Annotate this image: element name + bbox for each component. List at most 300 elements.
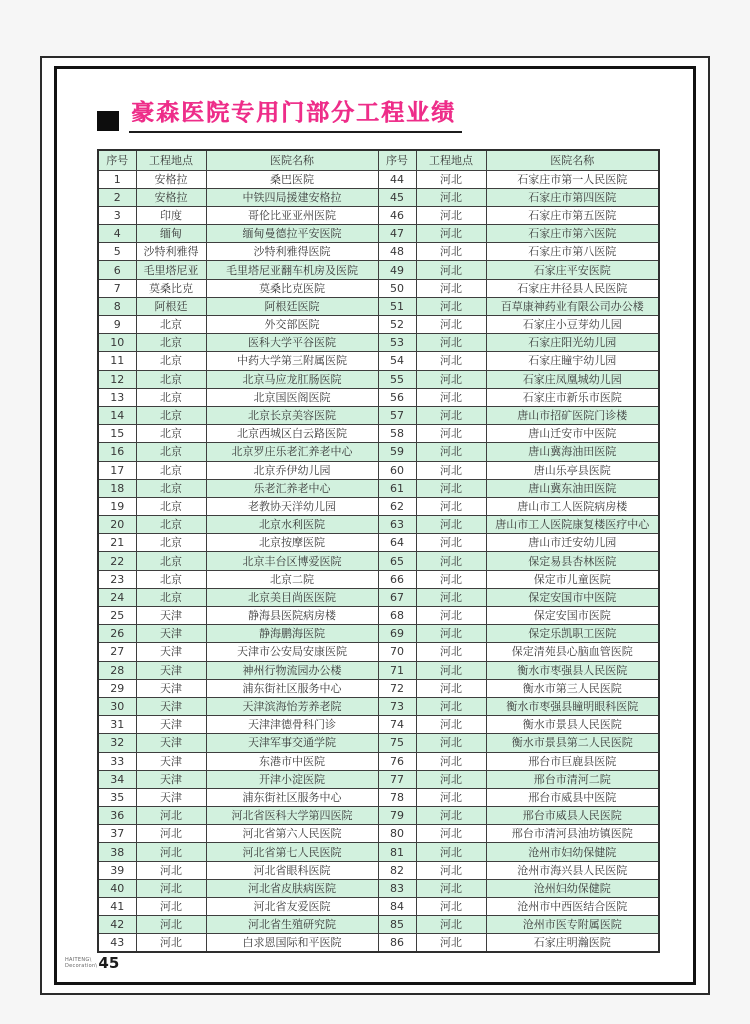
row-number: 76 <box>378 752 416 770</box>
hospital-name: 北京马应龙肛肠医院 <box>206 370 378 388</box>
hospital-name: 白求恩国际和平医院 <box>206 934 378 952</box>
project-location: 河北 <box>416 661 486 679</box>
row-number: 39 <box>98 861 136 879</box>
row-number: 64 <box>378 534 416 552</box>
hospital-name: 北京丰台区博爱医院 <box>206 552 378 570</box>
project-location: 河北 <box>416 225 486 243</box>
project-location: 天津 <box>136 716 206 734</box>
table-row <box>98 261 659 279</box>
row-number: 38 <box>98 843 136 861</box>
hospital-name: 静海县医院病房楼 <box>206 607 378 625</box>
hospital-name: 北京乔伊幼儿园 <box>206 461 378 479</box>
project-location: 河北 <box>416 352 486 370</box>
project-location: 河北 <box>136 898 206 916</box>
table-row <box>98 625 659 643</box>
hospital-name: 北京按摩医院 <box>206 534 378 552</box>
hospital-name: 开津小淀医院 <box>206 770 378 788</box>
hospital-name: 石家庄井径县人民医院 <box>486 279 659 297</box>
table-row <box>98 898 659 916</box>
row-number: 51 <box>378 297 416 315</box>
table-row <box>98 661 659 679</box>
row-number: 15 <box>98 425 136 443</box>
row-number: 28 <box>98 661 136 679</box>
row-number: 54 <box>378 352 416 370</box>
row-number: 46 <box>378 206 416 224</box>
project-location: 河北 <box>416 770 486 788</box>
hospital-name: 石家庄小豆芽幼儿园 <box>486 316 659 334</box>
project-location: 河北 <box>416 934 486 952</box>
row-number: 61 <box>378 479 416 497</box>
row-number: 68 <box>378 607 416 625</box>
row-number: 43 <box>98 934 136 952</box>
header-location-right: 工程地点 <box>416 150 486 170</box>
project-location: 河北 <box>416 861 486 879</box>
project-location: 河北 <box>416 425 486 443</box>
hospital-name: 北京国医阁医院 <box>206 388 378 406</box>
table-row <box>98 279 659 297</box>
row-number: 17 <box>98 461 136 479</box>
table-row <box>98 516 659 534</box>
row-number: 37 <box>98 825 136 843</box>
row-number: 81 <box>378 843 416 861</box>
row-number: 59 <box>378 443 416 461</box>
hospital-name: 河北省生殖研究院 <box>206 916 378 934</box>
row-number: 20 <box>98 516 136 534</box>
row-number: 42 <box>98 916 136 934</box>
page-inner-border <box>54 66 696 985</box>
table-row <box>98 388 659 406</box>
project-location: 河北 <box>416 625 486 643</box>
hospital-name: 衡水市景县人民医院 <box>486 716 659 734</box>
project-location: 北京 <box>136 552 206 570</box>
hospital-name: 河北省第六人民医院 <box>206 825 378 843</box>
row-number: 62 <box>378 497 416 515</box>
hospital-name: 唐山市招矿医院门诊楼 <box>486 406 659 424</box>
row-number: 75 <box>378 734 416 752</box>
table-header <box>98 150 659 170</box>
hospital-name: 百草康神药业有限公司办公楼 <box>486 297 659 315</box>
header-seq-right: 序号 <box>378 150 416 170</box>
hospital-name: 唐山乐亭县医院 <box>486 461 659 479</box>
project-location: 河北 <box>136 825 206 843</box>
row-number: 24 <box>98 588 136 606</box>
hospital-name: 河北省医科大学第四医院 <box>206 807 378 825</box>
project-location: 河北 <box>416 297 486 315</box>
hospital-name: 邢台市清河县油坊镇医院 <box>486 825 659 843</box>
project-location: 河北 <box>416 461 486 479</box>
row-number: 6 <box>98 261 136 279</box>
row-number: 16 <box>98 443 136 461</box>
hospital-name: 浦东街社区服务中心 <box>206 679 378 697</box>
project-location: 天津 <box>136 661 206 679</box>
header-hospital-left: 医院名称 <box>206 150 378 170</box>
row-number: 70 <box>378 643 416 661</box>
hospital-name: 石家庄市第一人民医院 <box>486 170 659 188</box>
row-number: 21 <box>98 534 136 552</box>
header-seq-left: 序号 <box>98 150 136 170</box>
hospital-name: 哥伦比亚亚州医院 <box>206 206 378 224</box>
row-number: 18 <box>98 479 136 497</box>
hospital-name: 缅甸曼德拉平安医院 <box>206 225 378 243</box>
project-location: 河北 <box>416 898 486 916</box>
hospital-name: 桑巴医院 <box>206 170 378 188</box>
row-number: 4 <box>98 225 136 243</box>
row-number: 34 <box>98 770 136 788</box>
project-location: 河北 <box>416 534 486 552</box>
project-location: 河北 <box>416 716 486 734</box>
project-location: 北京 <box>136 406 206 424</box>
row-number: 85 <box>378 916 416 934</box>
row-number: 23 <box>98 570 136 588</box>
hospital-name: 唐山迁安市中医院 <box>486 425 659 443</box>
hospital-name: 北京美目尚医医院 <box>206 588 378 606</box>
row-number: 9 <box>98 316 136 334</box>
hospital-name: 石家庄明瀚医院 <box>486 934 659 952</box>
table-row <box>98 788 659 806</box>
hospital-name: 阿根廷医院 <box>206 297 378 315</box>
hospital-name: 北京长京美容医院 <box>206 406 378 424</box>
project-location: 河北 <box>136 843 206 861</box>
project-location: 河北 <box>416 570 486 588</box>
project-location: 河北 <box>416 334 486 352</box>
table-row <box>98 243 659 261</box>
hospital-name: 石家庄瞳宇幼儿园 <box>486 352 659 370</box>
project-location: 天津 <box>136 607 206 625</box>
project-location: 缅甸 <box>136 225 206 243</box>
project-location: 河北 <box>416 643 486 661</box>
row-number: 3 <box>98 206 136 224</box>
row-number: 36 <box>98 807 136 825</box>
row-number: 56 <box>378 388 416 406</box>
footer-brand <box>65 954 119 972</box>
row-number: 84 <box>378 898 416 916</box>
row-number: 22 <box>98 552 136 570</box>
hospital-name: 乐老汇养老中心 <box>206 479 378 497</box>
hospital-name: 邢台市巨鹿县医院 <box>486 752 659 770</box>
row-number: 41 <box>98 898 136 916</box>
hospital-name: 中铁四局援建安格拉 <box>206 188 378 206</box>
project-location: 河北 <box>416 588 486 606</box>
row-number: 1 <box>98 170 136 188</box>
hospital-name: 北京西城区白云路医院 <box>206 425 378 443</box>
table-row <box>98 570 659 588</box>
project-location: 河北 <box>416 406 486 424</box>
table-row <box>98 206 659 224</box>
hospital-name: 衡水市景县第二人民医院 <box>486 734 659 752</box>
table-row <box>98 879 659 897</box>
row-number: 29 <box>98 679 136 697</box>
table-row <box>98 425 659 443</box>
project-location: 天津 <box>136 770 206 788</box>
project-location: 莫桑比克 <box>136 279 206 297</box>
project-location: 北京 <box>136 425 206 443</box>
project-location: 河北 <box>416 388 486 406</box>
hospital-name: 沧州妇幼保健院 <box>486 879 659 897</box>
project-location: 河北 <box>416 443 486 461</box>
project-location: 阿根廷 <box>136 297 206 315</box>
table-row <box>98 479 659 497</box>
row-number: 5 <box>98 243 136 261</box>
project-location: 河北 <box>416 807 486 825</box>
row-number: 72 <box>378 679 416 697</box>
project-location: 河北 <box>136 807 206 825</box>
row-number: 44 <box>378 170 416 188</box>
table-row <box>98 861 659 879</box>
table-row <box>98 588 659 606</box>
table-row <box>98 370 659 388</box>
hospital-name: 沧州市海兴县人民医院 <box>486 861 659 879</box>
row-number: 32 <box>98 734 136 752</box>
row-number: 78 <box>378 788 416 806</box>
table-row <box>98 843 659 861</box>
hospital-name: 保定安国市中医院 <box>486 588 659 606</box>
page-number: 45 <box>98 954 120 972</box>
row-number: 69 <box>378 625 416 643</box>
hospital-name: 石家庄平安医院 <box>486 261 659 279</box>
project-location: 北京 <box>136 497 206 515</box>
row-number: 53 <box>378 334 416 352</box>
project-location: 河北 <box>416 916 486 934</box>
table-row <box>98 352 659 370</box>
hospital-name: 保定乐凯职工医院 <box>486 625 659 643</box>
row-number: 10 <box>98 334 136 352</box>
table-row <box>98 734 659 752</box>
project-location: 河北 <box>416 825 486 843</box>
projects-table-body <box>98 170 659 952</box>
project-location: 河北 <box>136 916 206 934</box>
project-location: 河北 <box>416 607 486 625</box>
hospital-name: 石家庄市第六医院 <box>486 225 659 243</box>
hospital-name: 毛里塔尼亚翻车机房及医院 <box>206 261 378 279</box>
row-number: 49 <box>378 261 416 279</box>
hospital-name: 莫桑比克医院 <box>206 279 378 297</box>
row-number: 55 <box>378 370 416 388</box>
hospital-name: 衡水市第三人民医院 <box>486 679 659 697</box>
row-number: 47 <box>378 225 416 243</box>
project-location: 北京 <box>136 479 206 497</box>
project-location: 河北 <box>416 497 486 515</box>
table-row <box>98 934 659 952</box>
hospital-name: 北京二院 <box>206 570 378 588</box>
table-row <box>98 170 659 188</box>
table-row <box>98 770 659 788</box>
hospital-name: 河北省友爱医院 <box>206 898 378 916</box>
row-number: 79 <box>378 807 416 825</box>
row-number: 52 <box>378 316 416 334</box>
table-row <box>98 716 659 734</box>
project-location: 河北 <box>416 752 486 770</box>
row-number: 7 <box>98 279 136 297</box>
project-location: 天津 <box>136 734 206 752</box>
hospital-name: 北京水利医院 <box>206 516 378 534</box>
hospital-name: 天津滨海怡芳养老院 <box>206 697 378 715</box>
table-row <box>98 697 659 715</box>
table-row <box>98 807 659 825</box>
project-location: 北京 <box>136 516 206 534</box>
project-location: 河北 <box>416 170 486 188</box>
row-number: 30 <box>98 697 136 715</box>
row-number: 74 <box>378 716 416 734</box>
row-number: 67 <box>378 588 416 606</box>
project-location: 河北 <box>416 697 486 715</box>
hospital-name: 石家庄市第八医院 <box>486 243 659 261</box>
row-number: 26 <box>98 625 136 643</box>
project-location: 河北 <box>416 552 486 570</box>
row-number: 48 <box>378 243 416 261</box>
project-location: 毛里塔尼亚 <box>136 261 206 279</box>
project-location: 北京 <box>136 534 206 552</box>
project-location: 天津 <box>136 752 206 770</box>
project-location: 北京 <box>136 316 206 334</box>
table-row <box>98 443 659 461</box>
project-location: 北京 <box>136 352 206 370</box>
row-number: 63 <box>378 516 416 534</box>
row-number: 40 <box>98 879 136 897</box>
hospital-name: 沧州市妇幼保健院 <box>486 843 659 861</box>
row-number: 2 <box>98 188 136 206</box>
hospital-name: 神州行物流园办公楼 <box>206 661 378 679</box>
hospital-name: 保定易县杏林医院 <box>486 552 659 570</box>
project-location: 印度 <box>136 206 206 224</box>
project-location: 河北 <box>416 516 486 534</box>
project-location: 河北 <box>416 734 486 752</box>
square-bullet-icon <box>97 111 119 131</box>
project-location: 河北 <box>136 879 206 897</box>
table-row <box>98 297 659 315</box>
row-number: 60 <box>378 461 416 479</box>
brand-line-2: Decoration\ <box>65 963 98 969</box>
row-number: 25 <box>98 607 136 625</box>
hospital-name: 保定清苑县心脑血管医院 <box>486 643 659 661</box>
project-location: 河北 <box>416 879 486 897</box>
row-number: 77 <box>378 770 416 788</box>
project-location: 河北 <box>416 243 486 261</box>
row-number: 80 <box>378 825 416 843</box>
project-location: 安格拉 <box>136 170 206 188</box>
table-row <box>98 643 659 661</box>
project-location: 河北 <box>416 479 486 497</box>
table-row <box>98 607 659 625</box>
project-location: 河北 <box>136 934 206 952</box>
row-number: 13 <box>98 388 136 406</box>
hospital-name: 石家庄阳光幼儿园 <box>486 334 659 352</box>
table-row <box>98 752 659 770</box>
hospital-name: 医科大学平谷医院 <box>206 334 378 352</box>
table-row <box>98 316 659 334</box>
table-row <box>98 916 659 934</box>
table-row <box>98 497 659 515</box>
row-number: 82 <box>378 861 416 879</box>
title-block <box>97 101 462 133</box>
row-number: 66 <box>378 570 416 588</box>
row-number: 33 <box>98 752 136 770</box>
page-outer-border <box>40 56 710 995</box>
table-row <box>98 406 659 424</box>
row-number: 35 <box>98 788 136 806</box>
project-location: 天津 <box>136 788 206 806</box>
table-row <box>98 825 659 843</box>
project-location: 北京 <box>136 388 206 406</box>
hospital-name: 保定安国市医院 <box>486 607 659 625</box>
hospital-name: 石家庄凤凰城幼儿园 <box>486 370 659 388</box>
hospital-name: 唐山市工人医院康复楼医疗中心 <box>486 516 659 534</box>
table-row <box>98 225 659 243</box>
project-location: 北京 <box>136 370 206 388</box>
project-location: 河北 <box>416 788 486 806</box>
hospital-name: 天津津德骨科门诊 <box>206 716 378 734</box>
hospital-name: 河北省第七人民医院 <box>206 843 378 861</box>
project-location: 河北 <box>416 316 486 334</box>
row-number: 12 <box>98 370 136 388</box>
hospital-name: 石家庄市第四医院 <box>486 188 659 206</box>
hospital-name: 唐山冀海油田医院 <box>486 443 659 461</box>
header-hospital-right: 医院名称 <box>486 150 659 170</box>
project-location: 河北 <box>136 861 206 879</box>
row-number: 14 <box>98 406 136 424</box>
project-location: 天津 <box>136 625 206 643</box>
hospital-name: 沧州市医专附属医院 <box>486 916 659 934</box>
hospital-name: 河北省眼科医院 <box>206 861 378 879</box>
page-title: 豪森医院专用门部分工程业绩 <box>129 101 462 133</box>
hospital-name: 天津军事交通学院 <box>206 734 378 752</box>
row-number: 86 <box>378 934 416 952</box>
hospital-name: 唐山市工人医院病房楼 <box>486 497 659 515</box>
table-row <box>98 679 659 697</box>
project-location: 北京 <box>136 461 206 479</box>
row-number: 57 <box>378 406 416 424</box>
project-location: 河北 <box>416 188 486 206</box>
hospital-name: 东港市中医院 <box>206 752 378 770</box>
project-location: 天津 <box>136 679 206 697</box>
row-number: 83 <box>378 879 416 897</box>
project-location: 河北 <box>416 843 486 861</box>
table-row <box>98 534 659 552</box>
row-number: 27 <box>98 643 136 661</box>
table-row <box>98 188 659 206</box>
brand-logo-text <box>65 957 97 970</box>
hospital-name: 中药大学第三附属医院 <box>206 352 378 370</box>
hospital-name: 外交部医院 <box>206 316 378 334</box>
hospital-name: 河北省皮肤病医院 <box>206 879 378 897</box>
table-row <box>98 461 659 479</box>
table-row <box>98 552 659 570</box>
hospital-name: 邢台市威县人民医院 <box>486 807 659 825</box>
project-location: 北京 <box>136 443 206 461</box>
project-location: 安格拉 <box>136 188 206 206</box>
project-location: 天津 <box>136 643 206 661</box>
row-number: 8 <box>98 297 136 315</box>
hospital-name: 老教协天洋幼儿园 <box>206 497 378 515</box>
row-number: 73 <box>378 697 416 715</box>
project-location: 河北 <box>416 279 486 297</box>
hospital-name: 静海鹏海医院 <box>206 625 378 643</box>
project-location: 河北 <box>416 679 486 697</box>
row-number: 58 <box>378 425 416 443</box>
hospital-name: 沧州市中西医结合医院 <box>486 898 659 916</box>
project-location: 北京 <box>136 570 206 588</box>
hospital-name: 衡水市枣强县瞳明眼科医院 <box>486 697 659 715</box>
project-location: 河北 <box>416 370 486 388</box>
hospital-name: 邢台市清河二院 <box>486 770 659 788</box>
project-location: 沙特利雅得 <box>136 243 206 261</box>
hospital-name: 北京罗庄乐老汇养老中心 <box>206 443 378 461</box>
row-number: 31 <box>98 716 136 734</box>
row-number: 71 <box>378 661 416 679</box>
project-location: 河北 <box>416 261 486 279</box>
hospital-name: 衡水市枣强县人民医院 <box>486 661 659 679</box>
row-number: 11 <box>98 352 136 370</box>
hospital-name: 石家庄市第五医院 <box>486 206 659 224</box>
